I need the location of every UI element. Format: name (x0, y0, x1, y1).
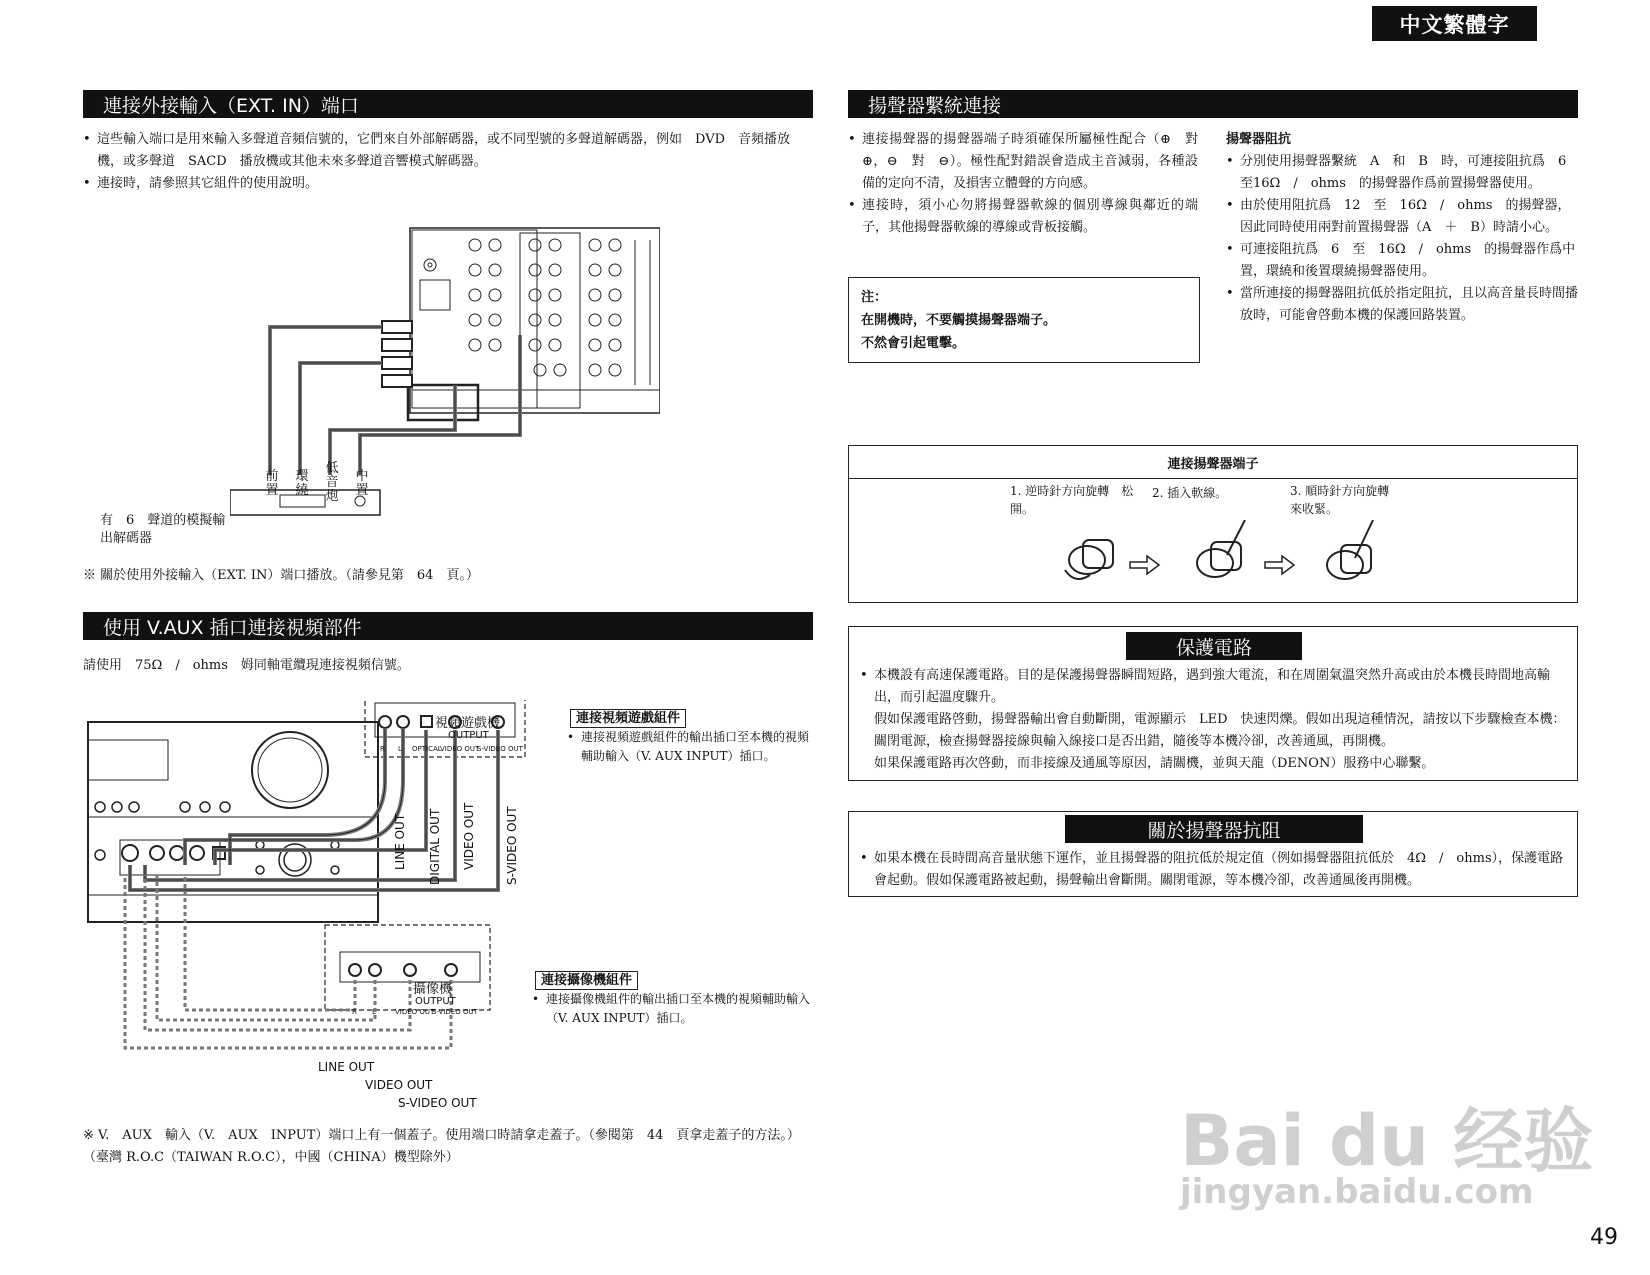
ext-in-bullet-1: • 這些輸入端口是用來輸入多聲道音頻信號的，它們來自外部解碼器，或不同型號的多聲道解碼器，例如 DVD 音頻播放機，或多聲道 SACD 播放機或其他未來多聲道音響模式解碼器。 (83, 129, 813, 173)
game-box-title: 視頻遊戲機 (435, 716, 501, 731)
impedance-heading: 揚聲器阻抗 (1226, 132, 1292, 147)
game-cable-digital-out: DIGITAL OUT (428, 808, 442, 885)
watermark-logo: Bai du 经验 (1180, 1100, 1594, 1182)
game-text (567, 728, 812, 766)
camera-jack-r: R (352, 1008, 357, 1016)
speaker-bullet-2: • 連接時，須小心勿將揚聲器軟線的個別導線與鄰近的端子，其他揚聲器軟線的導線或背板接觸。 (848, 195, 1198, 239)
camera-cable-line-out: LINE OUT (318, 1060, 375, 1074)
game-output-label: OUTPUT (448, 730, 489, 741)
vaux-title: 使用 V.AUX 插口連接視頻部件 (83, 612, 813, 640)
protection-title: 保護電路 (1126, 632, 1302, 660)
watermark-url: jingyan.baidu.com (1180, 1172, 1534, 1212)
camera-text-item: • 連接攝像機組件的輸出插口至本機的視頻輔助輸入（V. AUX INPUT）插口。 (532, 990, 812, 1028)
vaux-intro: 請使用 75Ω / ohms 姆同軸電纜現連接視頻信號。 (83, 658, 410, 673)
camera-heading: 連接攝像機組件 (535, 971, 638, 990)
camera-output-label: OUTPUT (415, 996, 456, 1007)
impedance-bullet-2: • 由於使用阻抗爲 12 至 16Ω / ohms 的揚聲器，因此同時使用兩對前置揚聲器（A ＋ B）時請小心。 (1226, 195, 1578, 239)
camera-jack-video: VIDEO OUT (395, 1008, 435, 1016)
protection-bullet: • 本機設有高速保護電路。目的是保護揚聲器瞬間短路，遇到強大電流，和在周圍氣溫突然升高或由於本機長時間地高輸出，而引起溫度驟升。 (860, 665, 1572, 709)
game-cable-svideo-out: S-VIDEO OUT (505, 806, 519, 885)
page-number: 49 (1590, 1225, 1618, 1250)
ext-in-bullet-2: • 連接時，請參照其它組件的使用說明。 (83, 173, 813, 195)
ext-in-diagram (230, 225, 660, 555)
game-jack-optical: OPTICAL (412, 745, 442, 753)
game-heading: 連接視頻遊戲組件 (570, 709, 686, 728)
impedance-bullet-4: • 當所連接的揚聲器阻抗低於指定阻抗，且以高音量長時間播放時，可能會啓動本機的保護回路裝置。 (1226, 283, 1578, 327)
channel-label-front: 前置 (265, 469, 279, 498)
camera-cable-video-out: VIDEO OUT (365, 1078, 433, 1092)
speaker-note-line-1: 在開機時，不要觸摸揚聲器端子。 (861, 313, 1057, 328)
vaux-diagram (85, 700, 560, 1115)
camera-box-title: 攝像機 (413, 982, 453, 997)
camera-jack-l: L (372, 1008, 376, 1016)
speaker-bullets (848, 129, 1212, 239)
game-cable-video-out: VIDEO OUT (462, 802, 476, 870)
terminal-illustration (1055, 520, 1375, 595)
impedance-bullet-1: • 分別使用揚聲器繫統 A 和 B 時，可連接阻抗爲 6 至16Ω / ohms 的揚聲器作爲前置揚聲器使用。 (1226, 151, 1578, 195)
game-cable-line-out: LINE OUT (393, 813, 407, 870)
game-jack-svideo: S-VIDEO OUT (477, 745, 523, 753)
camera-jack-svideo: S-VIDEO OUT (432, 1008, 478, 1016)
ext-in-title: 連接外接輸入（EXT. IN）端口 (83, 90, 813, 118)
ext-in-note: ※ 關於使用外接輸入（EXT. IN）端口播放。（請參見第 64 頁。） (83, 568, 479, 583)
protection-para-3: 如果保護電路再次啓動，而非接線及通風等原因，請關機，並與天龍（DENON）服務中心聯繫。 (874, 756, 1435, 771)
channel-label-subwoofer: 低音炮 (325, 461, 339, 504)
speaker-title: 揚聲器繫統連接 (848, 90, 1578, 118)
channel-label-surround: 環繞 (295, 469, 309, 498)
impedance-bullet-3: • 可連接阻抗爲 6 至 16Ω / ohms 的揚聲器作爲中置，環繞和後置環繞揚聲器使用。 (1226, 239, 1578, 283)
decoder-label: 有 6 聲道的模擬輸出解碼器 (100, 513, 226, 546)
ext-in-bullets (83, 129, 813, 195)
impedance-bullets (1226, 151, 1578, 327)
impedance-box-text (860, 848, 1572, 892)
impedance-box-bullet: • 如果本機在長時間高音量狀態下運作，並且揚聲器的阻抗低於規定值（例如揚聲器阻抗低於 4Ω / ohms），保護電路會起動。假如保護電路被起動，揚聲輸出會斷開。關閉電源，等本機冷卻，改善通風後再開機。 (860, 848, 1572, 892)
game-jack-l: L (398, 745, 402, 753)
terminal-step-2: 2. 插入軟線。 (1152, 486, 1228, 500)
speaker-note-title: 注： (861, 290, 888, 305)
protection-para-2: 假如保護電路啓動，揚聲器輸出會自動斷開，電源顯示 LED 快速閃爍。假如出現這種情況，請按以下步驟檢查本機：關閉電源，檢查揚聲器接線與輸入線接口是否出錯，隨後等本機冷卻，改善通風，再開機。 (874, 712, 1566, 749)
game-text-item: • 連接視頻遊戲組件的輸出插口至本機的視頻輔助輸入（V. AUX INPUT）插口。 (567, 728, 812, 766)
terminal-step-1: 1. 逆時針方向旋轉 松開。 (1010, 484, 1134, 516)
protection-text (860, 665, 1572, 709)
speaker-note (848, 277, 1200, 363)
speaker-note-line-2: 不然會引起電擊。 (861, 336, 966, 351)
vaux-note: ※ V. AUX 輸入（V. AUX INPUT）端口上有一個蓋子。使用端口時請拿走蓋子。（參閱第 44 頁拿走蓋子的方法。）（臺灣 R.O.C（TAIWAN R.O.C），中國（CHINA）機型除外） (83, 1128, 800, 1165)
terminal-step-3: 3. 順時針方向旋轉 來收緊。 (1290, 484, 1402, 516)
game-jack-video: VIDEO OUT (440, 745, 480, 753)
camera-cable-svideo-out: S-VIDEO OUT (398, 1096, 477, 1110)
impedance-box-title: 關於揚聲器抗阻 (1065, 815, 1363, 843)
terminal-title: 連接揚聲器端子 (849, 446, 1577, 479)
channel-label-center: 中置 (355, 469, 369, 498)
language-tab: 中文繁體字 (1372, 6, 1537, 41)
camera-text (532, 990, 812, 1028)
speaker-bullet-1: • 連接揚聲器的揚聲器端子時須確保所屬極性配合（⊕ 對 ⊕，⊖ 對 ⊖）。極性配對錯誤會造成主音減弱，各種設備的定向不清，及損害立體聲的方向感。 (848, 129, 1198, 195)
game-jack-r: R (380, 745, 385, 753)
